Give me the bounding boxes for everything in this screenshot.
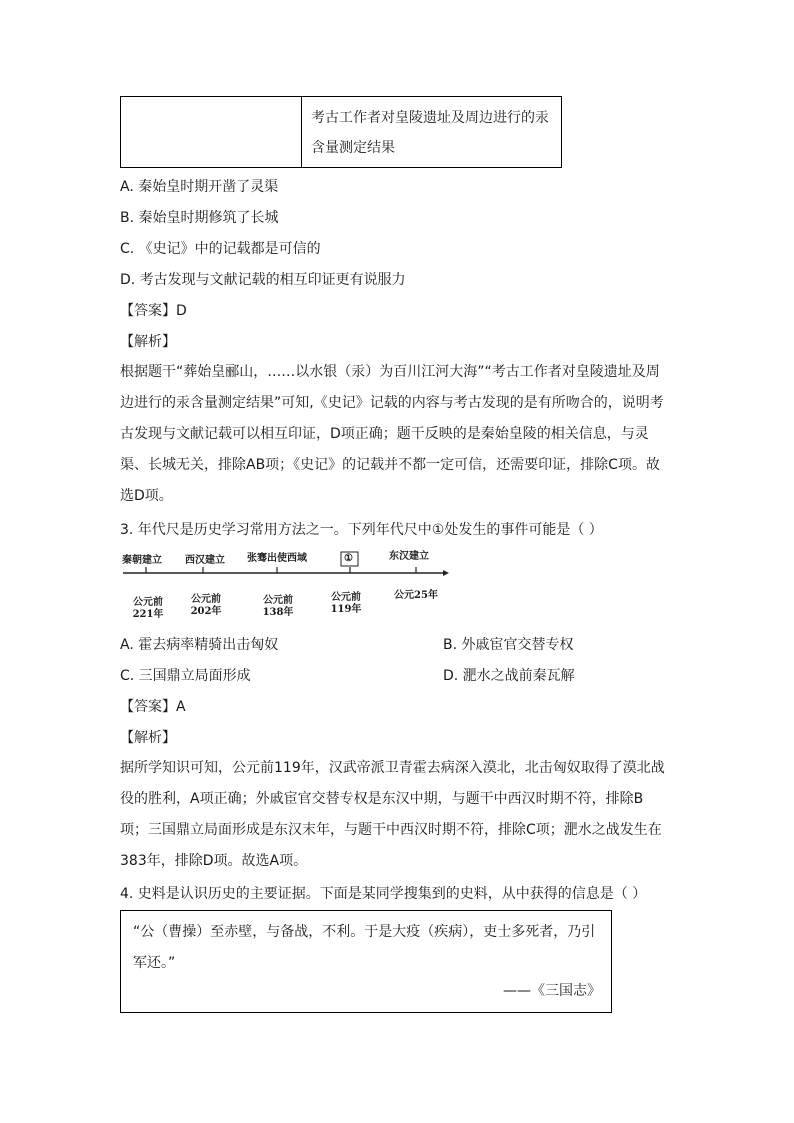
table-divider (301, 97, 302, 167)
q2-option-a: A. 秦始皇时期开凿了灵渠 (120, 179, 279, 195)
timeline-date-221: 公元前 221年 (132, 597, 164, 620)
evidence-table (120, 96, 562, 168)
q3-analysis: 据所学知识可知，公元前119年，汉武帝派卫青霍去病深入漠北，北击匈奴取得了漠北战役的胜利，A项正确；外戚宦官交替专权是东汉中期，与题干中西汉时期不符，排除B项；三国鼎立局面形成是东汉末年，与题干中西汉时期不符，排除C项；淝水之战发生在383年，排除D项。故选A项。 (120, 760, 665, 869)
timeline-event-donghan: 东汉建立 (389, 551, 429, 562)
timeline-event-zhangqian: 张骞出使西域 (247, 553, 307, 564)
q2-answer: 【答案】D (120, 303, 187, 319)
timeline (120, 548, 450, 628)
timeline-event-xihan: 西汉建立 (185, 555, 225, 566)
q2-analysis-label: 【解析】 (120, 334, 176, 350)
q3-analysis-label: 【解析】 (120, 730, 176, 746)
q2-option-c: C. 《史记》中的记载都是可信的 (120, 241, 321, 257)
q3-option-a: A. 霍去病率精骑出击匈奴 (120, 637, 279, 653)
q2-option-d: D. 考古发现与文献记载的相互印证更有说服力 (120, 272, 406, 288)
q4-source-box (120, 910, 612, 1013)
q3-answer: 【答案】A (120, 699, 186, 715)
q3-option-d: D. 淝水之战前秦瓦解 (443, 668, 575, 684)
q2-analysis: 根据题干“葬始皇郦山，……以水银（汞）为百川江河大海”“考古工作者对皇陵遗址及周边进行的汞含量测定结果”可知,《史记》记载的内容与考古发现的是有所吻合的，说明考古发现与文献记载可以相互印证，D项正确；题干反映的是秦始皇陵的相关信息，与灵渠、长城无关，排除AB项；《史记》的记载并不都一定可信，还需要印证，排除C项。故选D项。 (120, 364, 664, 504)
q3-option-c: C. 三国鼎立局面形成 (120, 668, 251, 684)
q4-question: 4. 史料是认识历史的主要证据。下面是某同学搜集到的史料，从中获得的信息是（ ） (120, 886, 647, 902)
timeline-date-138: 公元前 138年 (262, 595, 294, 618)
q3-option-b: B. 外戚宦官交替专权 (443, 637, 574, 653)
timeline-date-25: 公元25年 (394, 590, 438, 601)
q3-question: 3. 年代尺是历史学习常用方法之一。下列年代尺中①处发生的事件可能是（ ） (120, 522, 603, 538)
q4-quote-source: ——《三国志》 (503, 983, 601, 999)
timeline-event-qin: 秦朝建立 (122, 555, 162, 566)
q4-quote: “公（曹操）至赤壁，与备战，不利。于是大疫（疾病），吏士多死者，乃引军还。” (133, 924, 596, 971)
timeline-date-119: 公元前 119年 (330, 592, 362, 615)
q2-option-b: B. 秦始皇时期修筑了长城 (120, 210, 279, 226)
table-right-cell: 考古工作者对皇陵遗址及周边进行的汞含量测定结果 (311, 110, 549, 156)
timeline-date-202: 公元前 202年 (190, 594, 222, 617)
timeline-event-marker: ① (344, 553, 353, 564)
